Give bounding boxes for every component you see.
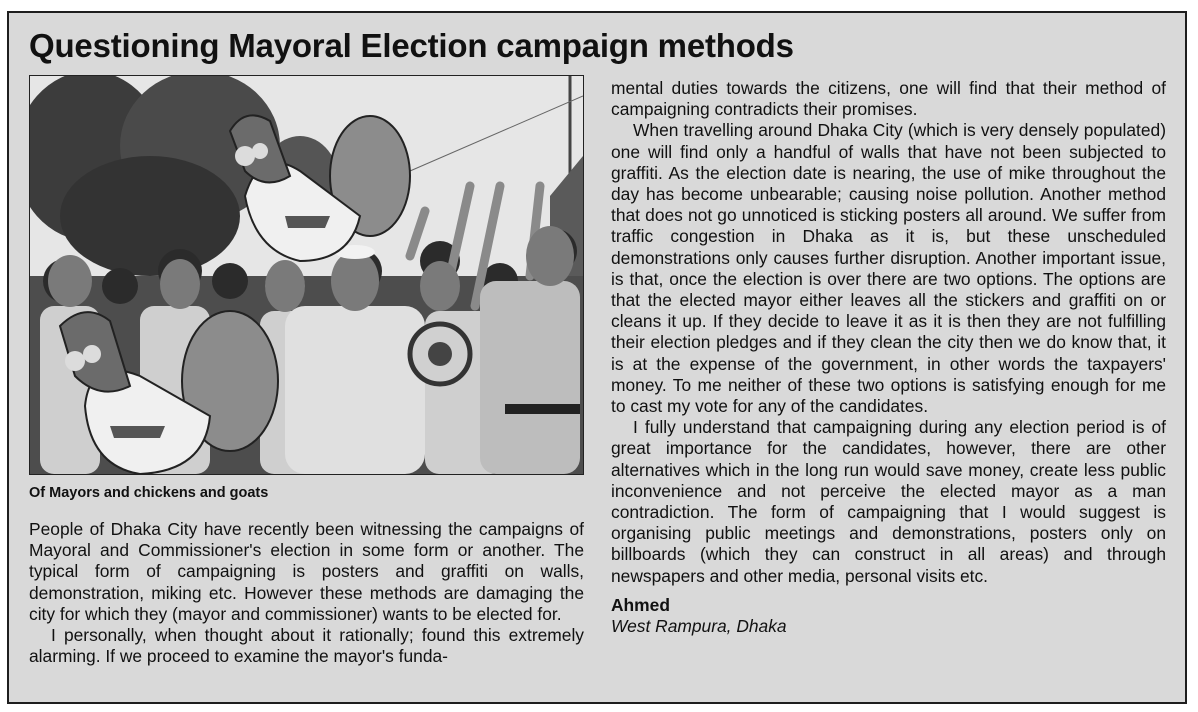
headline: Questioning Mayoral Election campaign methods (29, 27, 794, 64)
column-right (611, 78, 1166, 637)
paragraph-2-start: I personally, when thought about it rationally; found this extremely alarming. If we proceed to examine the mayor's funda- (29, 625, 584, 667)
author-name: Ahmed (611, 594, 670, 615)
column-left (29, 519, 584, 667)
author-location: West Rampura, Dhaka (611, 616, 787, 637)
signature (611, 595, 1166, 637)
letter-panel (7, 11, 1187, 704)
paragraph-1: People of Dhaka City have recently been witnessing the campaigns of Mayoral and Commissioner's election in some form or another. The typical form of campaigning is posters and graffiti on walls, demonstration, miking etc. However these methods are damaging the city for which they (mayor and commissioner) wants to be elected for. (29, 519, 584, 624)
paragraph-4: I fully understand that campaigning during any election period is of great importance for the candidates, however, there are other alternatives which in the long run would save money, create less public inconvenience and not perceive the elected mayor as a man contradiction. The form of campaigning that I would suggest is organising public meetings and demonstrations, posters only on billboards (which they can construct in all areas) and through newspapers and other media, personal visits etc. (611, 417, 1166, 586)
photo-caption: Of Mayors and chickens and goats (29, 485, 269, 501)
paragraph-3: When travelling around Dhaka City (which is very densely populated) one will find only a handful of walls that have not been subjected to graffiti. As the election date is nearing, the use of mike throughout the day has become unbearable; causing noise pollution. Another method that does not go unnoticed is sticking posters all around. We suffer from traffic congestion in Dhaka as it is, but these unscheduled demonstrations only causes further disruption. Another important issue, is that, once the election is over there are two options. The options are that the elected mayor either leaves all the stickers and graffiti on or cleans it up. If they decide to leave it as it is then they are not fulfilling their election pledges and if they clean the city then we do know that, it is at the expense of the government, in other words the taxpayers' money. To me neither of these two options is satisfying enough for me to cast my vote for any of the candidates. (611, 120, 1166, 417)
paragraph-2-end: mental duties towards the citizens, one will find that their method of campaigning contradicts their promises. (611, 78, 1166, 120)
news-photo (29, 75, 584, 475)
